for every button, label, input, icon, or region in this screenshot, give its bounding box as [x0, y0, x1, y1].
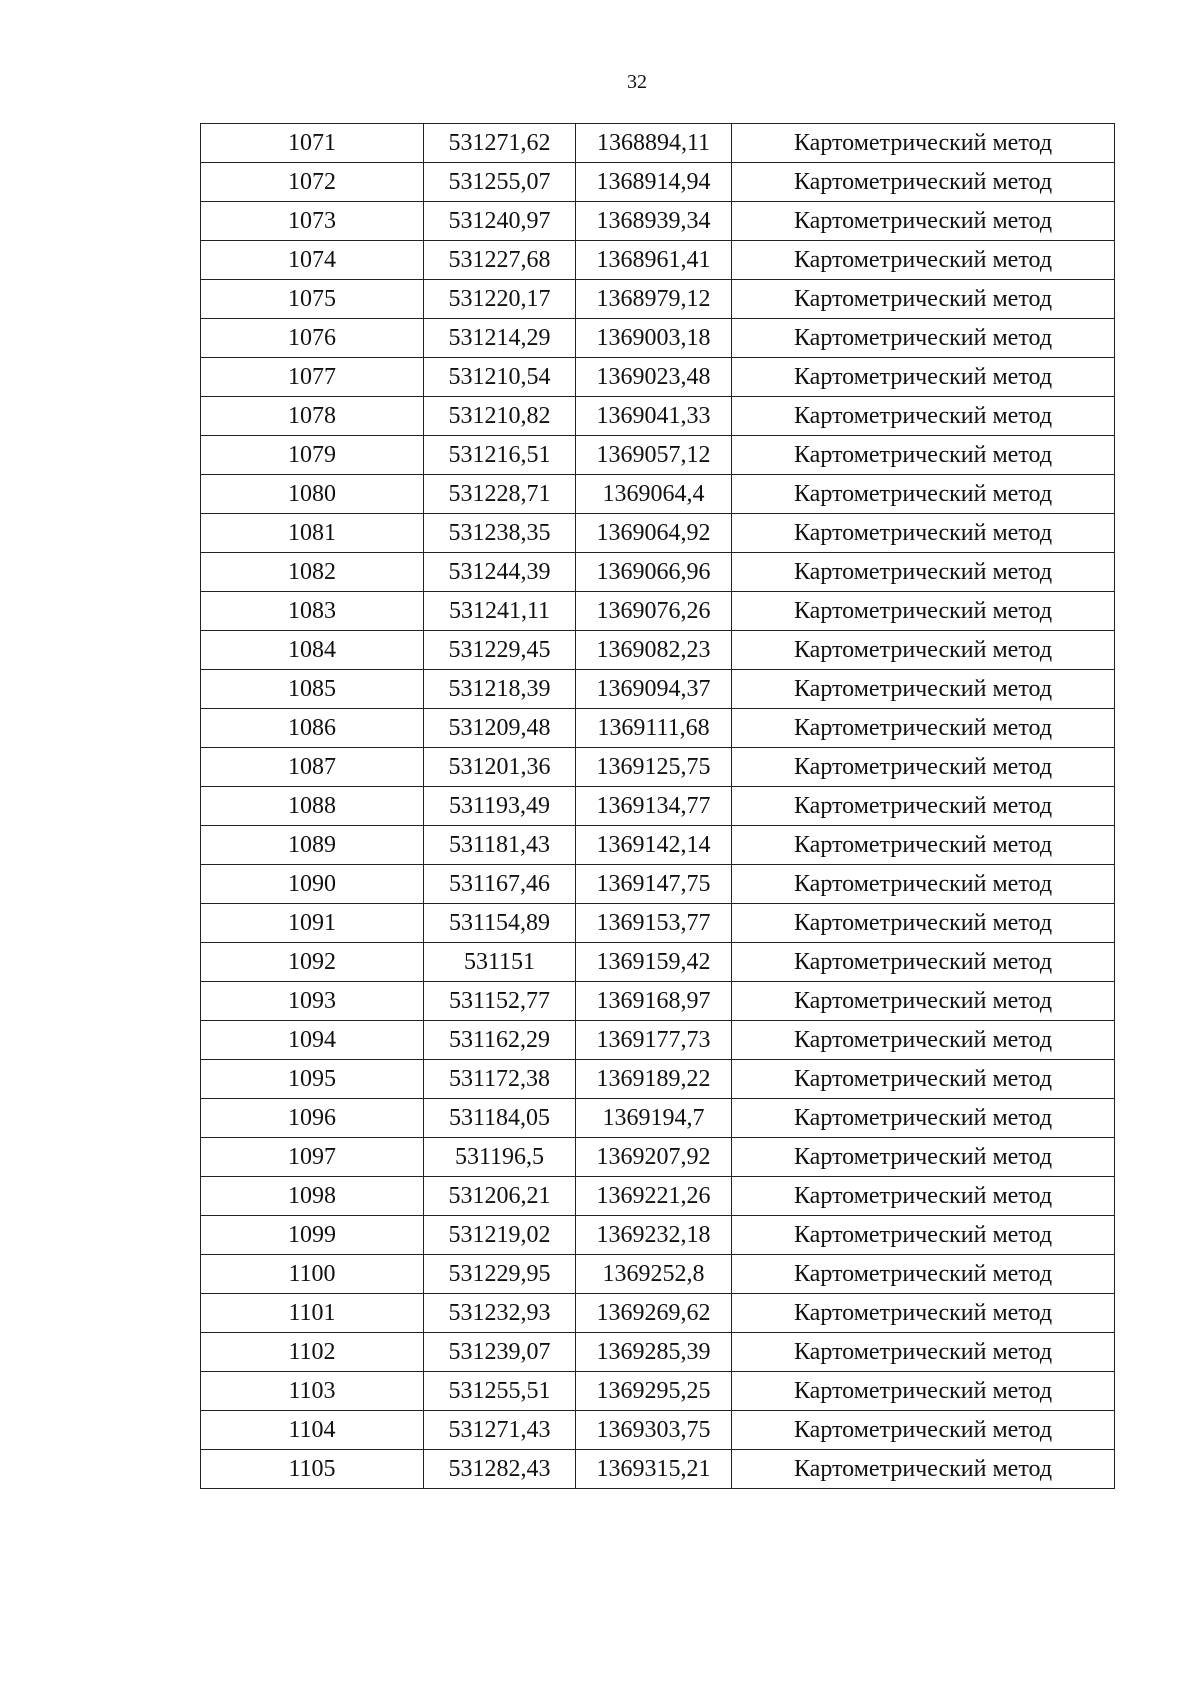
point-number-cell: 1078: [201, 397, 424, 436]
point-number-cell: 1074: [201, 241, 424, 280]
table-row: [201, 358, 1115, 397]
method-cell: Картометрический метод: [732, 982, 1115, 1021]
y-coordinate-cell: 1369134,77: [576, 787, 732, 826]
x-coordinate-cell: 531218,39: [424, 670, 576, 709]
point-number-cell: 1095: [201, 1060, 424, 1099]
method-cell: Картометрический метод: [732, 436, 1115, 475]
y-coordinate-cell: 1368979,12: [576, 280, 732, 319]
method-cell: Картометрический метод: [732, 280, 1115, 319]
point-number-cell: 1100: [201, 1255, 424, 1294]
y-coordinate-cell: 1369066,96: [576, 553, 732, 592]
method-cell: Картометрический метод: [732, 397, 1115, 436]
table-row: [201, 1177, 1115, 1216]
table-row: [201, 163, 1115, 202]
y-coordinate-cell: 1369194,7: [576, 1099, 732, 1138]
method-cell: Картометрический метод: [732, 319, 1115, 358]
point-number-cell: 1075: [201, 280, 424, 319]
point-number-cell: 1098: [201, 1177, 424, 1216]
table-row: [201, 670, 1115, 709]
x-coordinate-cell: 531151: [424, 943, 576, 982]
y-coordinate-cell: 1369177,73: [576, 1021, 732, 1060]
method-cell: Картометрический метод: [732, 124, 1115, 163]
table-row: [201, 124, 1115, 163]
x-coordinate-cell: 531271,43: [424, 1411, 576, 1450]
point-number-cell: 1104: [201, 1411, 424, 1450]
method-cell: Картометрический метод: [732, 553, 1115, 592]
y-coordinate-cell: 1369125,75: [576, 748, 732, 787]
method-cell: Картометрический метод: [732, 358, 1115, 397]
method-cell: Картометрический метод: [732, 631, 1115, 670]
x-coordinate-cell: 531162,29: [424, 1021, 576, 1060]
method-cell: Картометрический метод: [732, 904, 1115, 943]
point-number-cell: 1097: [201, 1138, 424, 1177]
x-coordinate-cell: 531282,43: [424, 1450, 576, 1489]
method-cell: Картометрический метод: [732, 787, 1115, 826]
table-row: [201, 202, 1115, 241]
y-coordinate-cell: 1369064,92: [576, 514, 732, 553]
x-coordinate-cell: 531220,17: [424, 280, 576, 319]
x-coordinate-cell: 531240,97: [424, 202, 576, 241]
point-number-cell: 1093: [201, 982, 424, 1021]
y-coordinate-cell: 1369232,18: [576, 1216, 732, 1255]
table-row: [201, 1021, 1115, 1060]
point-number-cell: 1102: [201, 1333, 424, 1372]
table-row: [201, 475, 1115, 514]
y-coordinate-cell: 1369003,18: [576, 319, 732, 358]
table-row: [201, 514, 1115, 553]
point-number-cell: 1081: [201, 514, 424, 553]
x-coordinate-cell: 531219,02: [424, 1216, 576, 1255]
method-cell: Картометрический метод: [732, 748, 1115, 787]
table-row: [201, 1333, 1115, 1372]
x-coordinate-cell: 531255,07: [424, 163, 576, 202]
page-number: 32: [627, 71, 647, 93]
table-row: [201, 865, 1115, 904]
y-coordinate-cell: 1369094,37: [576, 670, 732, 709]
point-number-cell: 1103: [201, 1372, 424, 1411]
x-coordinate-cell: 531210,82: [424, 397, 576, 436]
method-cell: Картометрический метод: [732, 592, 1115, 631]
x-coordinate-cell: 531216,51: [424, 436, 576, 475]
method-cell: Картометрический метод: [732, 1372, 1115, 1411]
point-number-cell: 1088: [201, 787, 424, 826]
y-coordinate-cell: 1369285,39: [576, 1333, 732, 1372]
method-cell: Картометрический метод: [732, 1177, 1115, 1216]
coordinates-table-body: [201, 124, 1115, 1489]
x-coordinate-cell: 531238,35: [424, 514, 576, 553]
x-coordinate-cell: 531210,54: [424, 358, 576, 397]
table-row: [201, 1060, 1115, 1099]
method-cell: Картометрический метод: [732, 1294, 1115, 1333]
point-number-cell: 1072: [201, 163, 424, 202]
table-row: [201, 1216, 1115, 1255]
x-coordinate-cell: 531214,29: [424, 319, 576, 358]
point-number-cell: 1087: [201, 748, 424, 787]
y-coordinate-cell: 1369295,25: [576, 1372, 732, 1411]
y-coordinate-cell: 1369159,42: [576, 943, 732, 982]
table-row: [201, 397, 1115, 436]
method-cell: Картометрический метод: [732, 1099, 1115, 1138]
x-coordinate-cell: 531184,05: [424, 1099, 576, 1138]
table-row: [201, 787, 1115, 826]
method-cell: Картометрический метод: [732, 241, 1115, 280]
table-row: [201, 553, 1115, 592]
y-coordinate-cell: 1369303,75: [576, 1411, 732, 1450]
method-cell: Картометрический метод: [732, 475, 1115, 514]
x-coordinate-cell: 531206,21: [424, 1177, 576, 1216]
x-coordinate-cell: 531241,11: [424, 592, 576, 631]
point-number-cell: 1071: [201, 124, 424, 163]
y-coordinate-cell: 1369057,12: [576, 436, 732, 475]
y-coordinate-cell: 1369315,21: [576, 1450, 732, 1489]
method-cell: Картометрический метод: [732, 826, 1115, 865]
table-row: [201, 709, 1115, 748]
table-row: [201, 436, 1115, 475]
y-coordinate-cell: 1369147,75: [576, 865, 732, 904]
x-coordinate-cell: 531209,48: [424, 709, 576, 748]
method-cell: Картометрический метод: [732, 1411, 1115, 1450]
table-row: [201, 904, 1115, 943]
method-cell: Картометрический метод: [732, 943, 1115, 982]
point-number-cell: 1099: [201, 1216, 424, 1255]
table-row: [201, 1411, 1115, 1450]
y-coordinate-cell: 1369207,92: [576, 1138, 732, 1177]
point-number-cell: 1079: [201, 436, 424, 475]
point-number-cell: 1089: [201, 826, 424, 865]
y-coordinate-cell: 1368914,94: [576, 163, 732, 202]
coordinates-table: [200, 123, 1115, 1489]
y-coordinate-cell: 1369168,97: [576, 982, 732, 1021]
method-cell: Картометрический метод: [732, 202, 1115, 241]
table-row: [201, 631, 1115, 670]
y-coordinate-cell: 1369111,68: [576, 709, 732, 748]
x-coordinate-cell: 531228,71: [424, 475, 576, 514]
y-coordinate-cell: 1368939,34: [576, 202, 732, 241]
method-cell: Картометрический метод: [732, 1333, 1115, 1372]
point-number-cell: 1096: [201, 1099, 424, 1138]
y-coordinate-cell: 1369269,62: [576, 1294, 732, 1333]
method-cell: Картометрический метод: [732, 1216, 1115, 1255]
point-number-cell: 1077: [201, 358, 424, 397]
x-coordinate-cell: 531232,93: [424, 1294, 576, 1333]
y-coordinate-cell: 1368961,41: [576, 241, 732, 280]
point-number-cell: 1076: [201, 319, 424, 358]
y-coordinate-cell: 1369064,4: [576, 475, 732, 514]
point-number-cell: 1082: [201, 553, 424, 592]
point-number-cell: 1085: [201, 670, 424, 709]
x-coordinate-cell: 531193,49: [424, 787, 576, 826]
point-number-cell: 1083: [201, 592, 424, 631]
y-coordinate-cell: 1369252,8: [576, 1255, 732, 1294]
point-number-cell: 1084: [201, 631, 424, 670]
method-cell: Картометрический метод: [732, 1060, 1115, 1099]
x-coordinate-cell: 531201,36: [424, 748, 576, 787]
table-row: [201, 982, 1115, 1021]
x-coordinate-cell: 531239,07: [424, 1333, 576, 1372]
x-coordinate-cell: 531229,95: [424, 1255, 576, 1294]
table-row: [201, 241, 1115, 280]
method-cell: Картометрический метод: [732, 1450, 1115, 1489]
x-coordinate-cell: 531196,5: [424, 1138, 576, 1177]
table-row: [201, 592, 1115, 631]
method-cell: Картометрический метод: [732, 1138, 1115, 1177]
point-number-cell: 1105: [201, 1450, 424, 1489]
point-number-cell: 1092: [201, 943, 424, 982]
x-coordinate-cell: 531167,46: [424, 865, 576, 904]
method-cell: Картометрический метод: [732, 1255, 1115, 1294]
x-coordinate-cell: 531152,77: [424, 982, 576, 1021]
table-row: [201, 748, 1115, 787]
table-row: [201, 1372, 1115, 1411]
table-row: [201, 1099, 1115, 1138]
x-coordinate-cell: 531255,51: [424, 1372, 576, 1411]
method-cell: Картометрический метод: [732, 1021, 1115, 1060]
table-row: [201, 319, 1115, 358]
point-number-cell: 1073: [201, 202, 424, 241]
y-coordinate-cell: 1369189,22: [576, 1060, 732, 1099]
y-coordinate-cell: 1369076,26: [576, 592, 732, 631]
table-row: [201, 943, 1115, 982]
table-row: [201, 1138, 1115, 1177]
point-number-cell: 1101: [201, 1294, 424, 1333]
y-coordinate-cell: 1369153,77: [576, 904, 732, 943]
table-row: [201, 1450, 1115, 1489]
y-coordinate-cell: 1369041,33: [576, 397, 732, 436]
y-coordinate-cell: 1369221,26: [576, 1177, 732, 1216]
x-coordinate-cell: 531227,68: [424, 241, 576, 280]
x-coordinate-cell: 531154,89: [424, 904, 576, 943]
point-number-cell: 1080: [201, 475, 424, 514]
y-coordinate-cell: 1369023,48: [576, 358, 732, 397]
method-cell: Картометрический метод: [732, 670, 1115, 709]
point-number-cell: 1086: [201, 709, 424, 748]
y-coordinate-cell: 1368894,11: [576, 124, 732, 163]
point-number-cell: 1090: [201, 865, 424, 904]
table-row: [201, 1294, 1115, 1333]
table-row: [201, 1255, 1115, 1294]
x-coordinate-cell: 531244,39: [424, 553, 576, 592]
x-coordinate-cell: 531181,43: [424, 826, 576, 865]
method-cell: Картометрический метод: [732, 514, 1115, 553]
point-number-cell: 1094: [201, 1021, 424, 1060]
method-cell: Картометрический метод: [732, 163, 1115, 202]
method-cell: Картометрический метод: [732, 865, 1115, 904]
y-coordinate-cell: 1369142,14: [576, 826, 732, 865]
x-coordinate-cell: 531172,38: [424, 1060, 576, 1099]
table-row: [201, 280, 1115, 319]
y-coordinate-cell: 1369082,23: [576, 631, 732, 670]
x-coordinate-cell: 531229,45: [424, 631, 576, 670]
x-coordinate-cell: 531271,62: [424, 124, 576, 163]
table-row: [201, 826, 1115, 865]
point-number-cell: 1091: [201, 904, 424, 943]
method-cell: Картометрический метод: [732, 709, 1115, 748]
